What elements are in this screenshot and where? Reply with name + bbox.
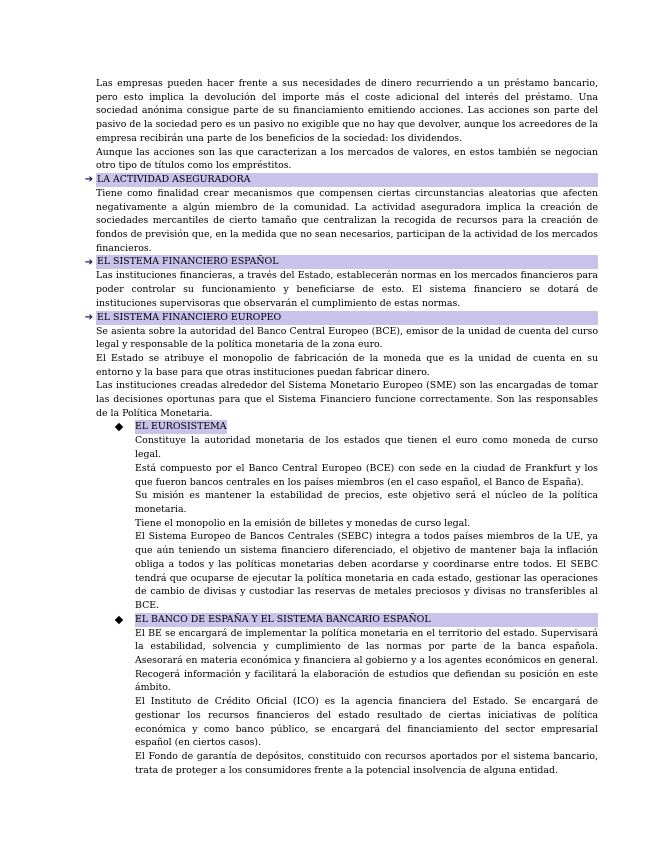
subsection-body-banco-de-espana [135,627,598,778]
subsection-paragraph: Tiene el monopolio en la emisión de billetes y monedas de curso legal. [135,517,471,529]
subsection-heading-banco-de-espana [135,613,598,627]
section-heading-label: LA ACTIVIDAD ASEGURADORA [97,173,251,185]
subsection-paragraph: Su misión es mantener la estabilidad de precios, este objetivo será el núcleo de la política monetaria. [135,490,598,515]
subsection-heading-label: EL BANCO DE ESPAÑA Y EL SISTEMA BANCARIO ESPAÑOL [135,613,431,625]
subsection-heading-label: EL EUROSISTEMA [135,421,227,433]
section-heading-actividad-aseguradora [82,173,598,187]
section-paragraph: El Estado se atribuye el monopolio de fabricación de la moneda que es la unidad de cuenta en su entorno y la base para que otras instituciones puedan fabricar dinero. [96,352,598,378]
arrow-right-icon: ➔ [84,256,94,268]
section-paragraph: Tiene como finalidad crear mecanismos que compensen ciertas circunstancias aleatorias que afecten negativamente a algún miembro de la comunidad. La actividad aseguradora implica la creación de sociedades mercantiles de cierto tamaño que centralizan la recogida de recursos para la creación de fondos de previsión que, en la medida que no sean necesarios, participan de la actividad de los mercados financieros. [96,187,598,254]
section-heading-sistema-financiero-europeo [82,311,598,325]
section-heading-label: EL SISTEMA FINANCIERO EUROPEO [97,311,282,323]
section-heading-sistema-financiero-espanol [82,255,598,269]
subsection-paragraph: El BE se encargará de implementar la política monetaria en el territorio del estado. Supervisará la estabilidad, solvencia y cumplimiento de las normas por parte de la banca española. Asesorará en materia económica y financiera al gobierno y a los agentes económicos en general. Recogerá información y facilitará la elaboración de estudios que defiendan su posición en este ámbito. [135,627,598,694]
arrow-right-icon: ➔ [84,174,94,186]
subsection-paragraph: Está compuesto por el Banco Central Europeo (BCE) con sede en la ciudad de Frankfurt y los que fueron bancos centrales en los países miembros (en el caso español, el Banco de España). [135,462,598,488]
document-body [84,77,598,777]
subsection-heading-eurosistema [135,420,598,434]
arrow-right-icon: ➔ [84,311,94,323]
subsection-paragraph: El Fondo de garantía de depósitos, constituido con recursos aportados por el sistema bancario, trata de proteger a los consumidores frente a la potencial insolvencia de alguna entidad. [135,750,598,776]
subsection-body-eurosistema [135,434,598,612]
subsection-paragraph: Constituye la autoridad monetaria de los estados que tienen el euro como moneda de curso legal. [135,435,598,461]
section-heading-label: EL SISTEMA FINANCIERO ESPAÑOL [97,256,279,268]
subsection-paragraph: El Instituto de Crédito Oficial (ICO) es la agencia financiera del Estado. Se encargará de gestionar los recursos financieros del estado resultado de ciertas iniciativas de política económica y como banco público, se encargará del financiamiento del sector empresarial español (en ciertos casos). [135,696,598,749]
intro-paragraph: Aunque las acciones son las que caracterizan a los mercados de valores, en estos también se negocian otro tipo de títulos como los empréstitos. [96,146,598,172]
intro-paragraph: Las empresas pueden hacer frente a sus necesidades de dinero recurriendo a un préstamo bancario, pero esto implica la devolución del importe más el coste adicional del interés del préstamo. Una sociedad anónima consigue parte de su financiamiento emitiendo acciones. Las acciones son parte del pasivo de la sociedad pero es un pasivo no exigible que no hay que devolver, aunque los acreedores de la empresa recibirán una parte de los beneficios de la sociedad: los dividendos. [96,78,598,144]
section-paragraph: Las instituciones creadas alrededor del Sistema Monetario Europeo (SME) son las encargadas de tomar las decisiones oportunas para que el Sistema Financiero funcione correctamente. Son las responsables de la Política Monetaria. [96,380,598,419]
section-paragraph: Se asienta sobre la autoridad del Banco Central Europeo (BCE), emisor de la unidad de cuenta del curso legal y responsable de la política monetaria de la zona euro. [96,325,598,351]
subsection-paragraph: El Sistema Europeo de Bancos Centrales (SEBC) integra a todos países miembros de la UE, ya que aún teniendo un sistema financiero diferenciado, el objetivo de mantener baja la inflación obliga a todos y las políticas monetarias deben acordarse y coordinarse entre todos. El SEBC tendrá que ocuparse de ejecutar la política monetaria en cada estado, gestionar las operaciones de cambio de divisas y custodiar las reservas de metales preciosos y divisas no transferibles al BCE. [135,531,598,611]
diamond-icon [113,613,125,627]
diamond-icon [113,420,125,434]
section-paragraph: Las instituciones financieras, a través del Estado, establecerán normas en los mercados financieros para poder controlar su funcionamiento y beneficiarse de esto. El sistema financiero se dotará de instituciones supervisoras que observarán el cumplimiento de estas normas. [96,270,598,309]
